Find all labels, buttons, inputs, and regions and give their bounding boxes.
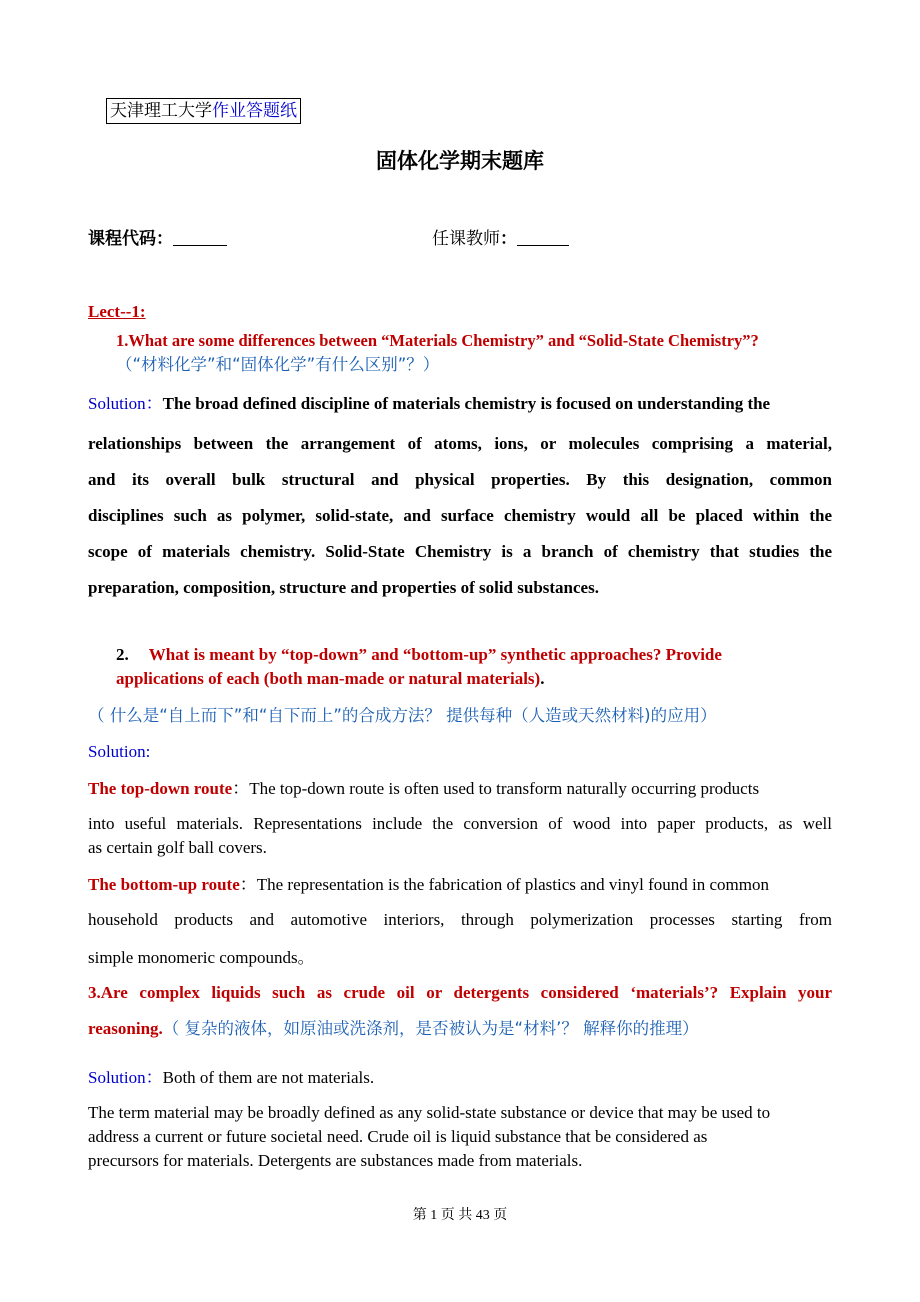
q1-answer-line: relationships between the arrangement of atoms, ions, or molecules comprising a material, xyxy=(88,434,832,453)
q1-answer-line: disciplines such as polymer, solid-state, and surface chemistry would all be placed within the xyxy=(88,506,832,525)
q2-topdown-line-1 xyxy=(88,777,832,801)
course-code-blank xyxy=(173,229,227,246)
teacher-colon: ： xyxy=(500,229,517,249)
q2-question-line-1 xyxy=(116,643,722,667)
q2-translation: （ 什么是“自上而下”和“自下而上”的合成方法？ 提供每种（人造或天然材料)的应用） xyxy=(88,706,717,725)
school-name: 天津理工大学 xyxy=(110,101,212,121)
q2-number: 2. xyxy=(116,645,129,664)
topdown-label: The top-down route xyxy=(88,779,233,798)
q1-solution-line-1 xyxy=(88,392,832,416)
q2-question-text: What is meant by “top-down” and “bottom-up” synthetic approaches? Provide xyxy=(148,645,722,664)
teacher-field xyxy=(432,227,569,251)
page-title: 固体化学期末题库 xyxy=(376,149,544,173)
bottomup-line xyxy=(88,946,314,970)
teacher-label: 任课教师 xyxy=(432,229,500,249)
q3-question-line-1: 3.Are complex liquids such as crude oil or detergents considered ‘materials’? Explain your xyxy=(88,983,832,1002)
topdown-line: into useful materials. Representations include the conversion of wood into paper products, as well xyxy=(88,814,832,833)
q3-explanation-line: precursors for materials. Detergents are substances made from materials. xyxy=(88,1151,583,1170)
q3-solution-colon: ： xyxy=(145,1068,163,1088)
header-label-box xyxy=(106,98,301,124)
q3-explanation-line: address a current or future societal need. Crude oil is liquid substance that be considered as xyxy=(88,1127,708,1146)
bottomup-period: 。 xyxy=(297,948,315,967)
course-code-field xyxy=(88,227,227,251)
q3-solution-line xyxy=(88,1066,374,1090)
topdown-text: The top-down route is often used to transform naturally occurring products xyxy=(249,779,760,798)
q1-question: 1.What are some differences between “Materials Chemistry” and “Solid-State Chemistry”? xyxy=(116,331,759,350)
q3-solution-label: Solution xyxy=(88,1068,146,1087)
q1-answer-line: scope of materials chemistry. Solid-State Chemistry is a branch of chemistry that studies the xyxy=(88,542,832,561)
q1-translation: （“材料化学”和“固体化学”有什么区别”？） xyxy=(116,355,440,374)
q3-translation: （ 复杂的液体，如原油或洗涤剂，是否被认为是“材料’？ 解释你的推理） xyxy=(162,1019,699,1038)
q1-answer-text: The broad defined discipline of materials chemistry is focused on understanding the xyxy=(162,394,771,413)
bottomup-line: household products and automotive interiors, through polymerization processes starting from xyxy=(88,910,832,929)
bottomup-label: The bottom-up route xyxy=(88,875,240,894)
answer-sheet-label: 作业答题纸 xyxy=(212,101,297,121)
q1-answer-line: preparation, composition, structure and properties of solid substances. xyxy=(88,578,599,597)
q1-answer-line: and its overall bulk structural and physical properties. By this designation, common xyxy=(88,470,832,489)
q3-question-line-2 xyxy=(88,1017,699,1041)
page-number-footer: 第 1 页 共 43 页 xyxy=(412,1208,508,1223)
q3-answer: Both of them are not materials. xyxy=(162,1068,375,1087)
q2-solution-label: Solution: xyxy=(88,742,151,761)
q3-explanation-line: The term material may be broadly defined as any solid-state substance or device that may be used to xyxy=(88,1103,771,1122)
q3-question-text-2: reasoning. xyxy=(88,1019,163,1038)
q2-bottomup-line-1 xyxy=(88,873,832,897)
bottomup-colon: ： xyxy=(239,875,257,895)
course-code-label: 课程代码： xyxy=(88,229,173,249)
q2-question-period: . xyxy=(540,669,545,688)
topdown-line: as certain golf ball covers. xyxy=(88,838,267,857)
section-heading: Lect--1: xyxy=(88,302,146,321)
q1-solution-colon: ： xyxy=(145,394,163,414)
bottomup-text-end: simple monomeric compounds xyxy=(88,948,298,967)
q2-question-line-2 xyxy=(116,667,544,691)
q1-solution-label: Solution xyxy=(88,394,146,413)
teacher-blank xyxy=(517,229,569,246)
topdown-colon: ： xyxy=(232,779,250,799)
bottomup-text: The representation is the fabrication of plastics and vinyl found in common xyxy=(256,875,769,894)
q2-question-text-2: applications of each (both man-made or natural materials) xyxy=(116,669,541,688)
